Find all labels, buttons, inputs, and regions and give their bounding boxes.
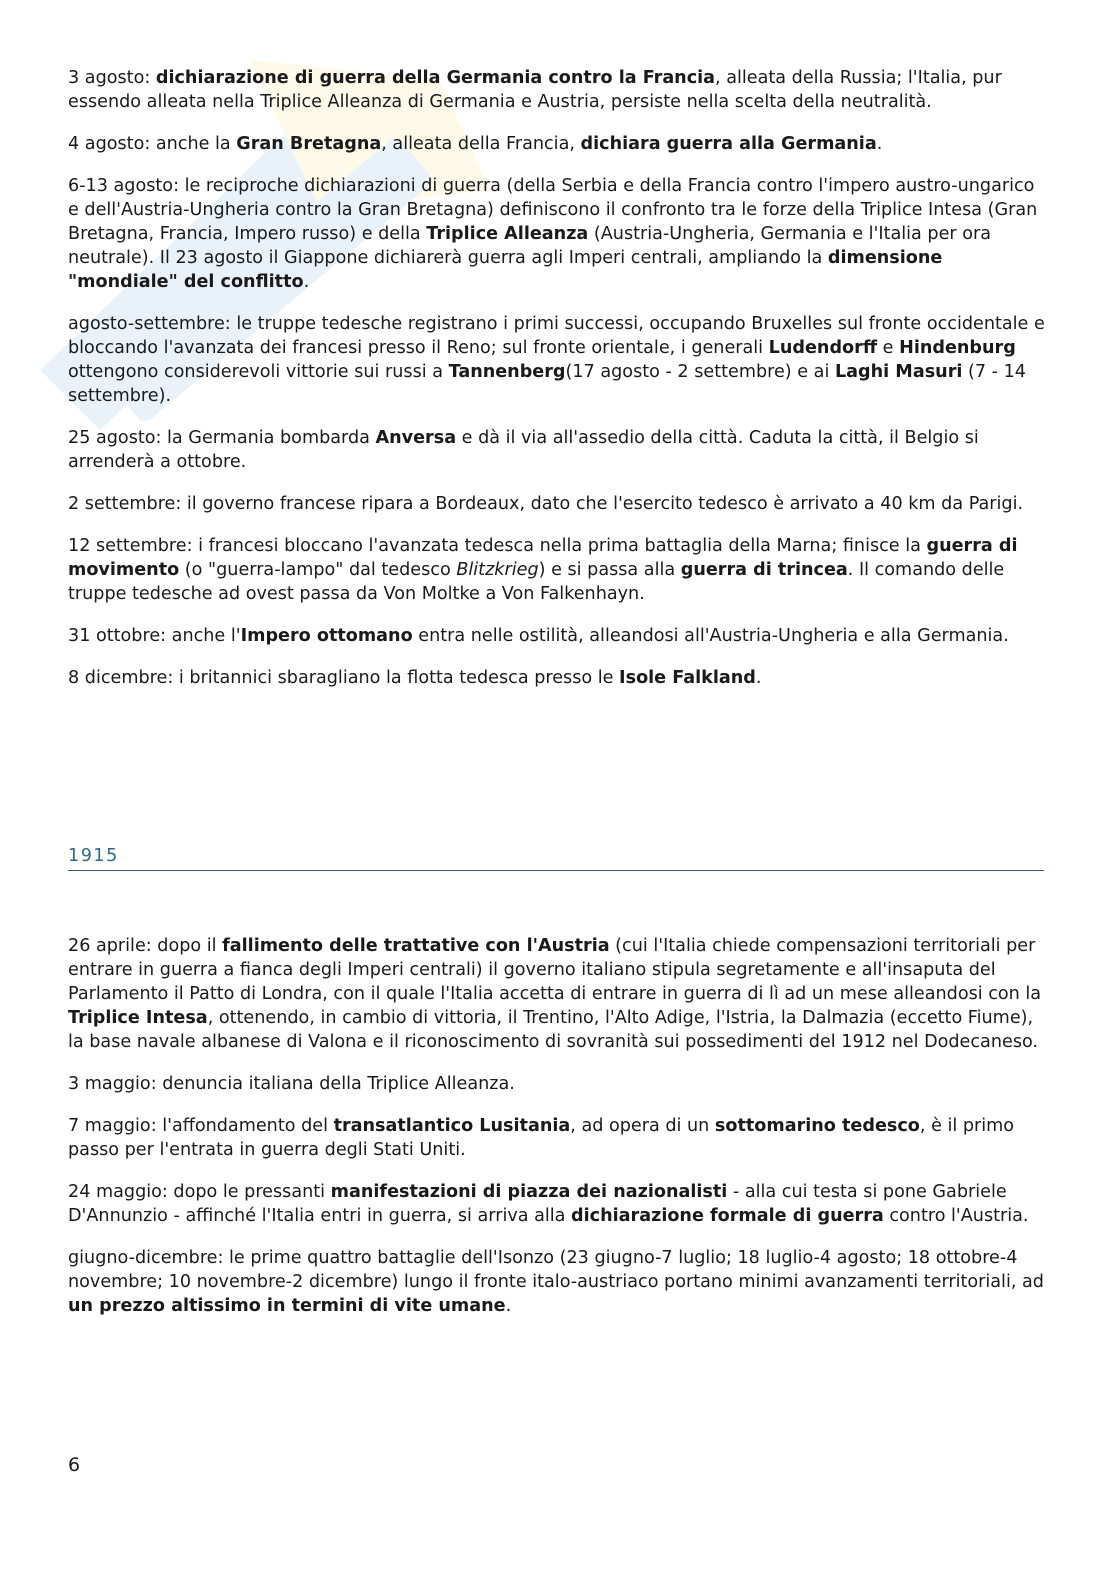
bold-text: dimensione "mondiale" del conflitto	[68, 248, 943, 292]
text-run: 31 ottobre: anche l'	[68, 626, 241, 646]
paragraph-24-maggio	[68, 1180, 1048, 1228]
text-run: 7 maggio: l'affondamento del	[68, 1116, 334, 1136]
text-run: 25 agosto: la Germania bombarda	[68, 428, 376, 448]
bold-text: guerra di trincea	[680, 560, 848, 580]
bold-text: Tannenberg	[448, 362, 566, 382]
text-run: 4 agosto: anche la	[68, 134, 237, 154]
bold-text: guerra di movimento	[68, 536, 1018, 580]
text-run: e dà il via all'assedio della città. Caduta la città, il Belgio si arrenderà a ottobre.	[68, 428, 979, 472]
bold-text: transatlantico Lusitania	[333, 1116, 571, 1136]
text-run: - alla cui testa si pone Gabriele D'Annunzio - affinché l'Italia entri in guerra, si arriva alla	[68, 1182, 1007, 1226]
bold-text: Laghi Masuri	[834, 362, 963, 382]
text-run: 8 dicembre: i britannici sbaragliano la flotta tedesca presso le	[68, 668, 620, 688]
bold-text: Impero ottomano	[240, 626, 413, 646]
bold-text: Anversa	[375, 428, 457, 448]
bold-text: dichiarazione formale di guerra	[571, 1206, 884, 1226]
bold-text: sottomarino tedesco	[714, 1116, 920, 1136]
text-run: (17 agosto - 2 settembre) e ai	[565, 362, 835, 382]
bold-text: Triplice Alleanza	[426, 224, 589, 244]
text-run: .	[303, 272, 310, 292]
page-number: 6	[68, 1454, 81, 1476]
text-run: (o "guerra-lampo" dal tedesco	[179, 560, 457, 580]
year-heading-1915: 1915	[68, 846, 1044, 871]
paragraph-giugno-dicembre	[68, 1246, 1048, 1318]
bold-text: un prezzo altissimo in termini di vite umane	[68, 1296, 506, 1316]
text-run: 12 settembre: i francesi bloccano l'avanzata tedesca nella prima battaglia della Marna; finisce la	[68, 536, 927, 556]
paragraph-12-settembre	[68, 534, 1048, 606]
text-run: 3 maggio: denuncia italiana della Triplice Alleanza.	[68, 1074, 515, 1094]
paragraph-3-maggio	[68, 1072, 1048, 1096]
paragraph-25-agosto	[68, 426, 1048, 474]
section-1915	[68, 934, 1048, 1336]
text-run: (cui l'Italia chiede compensazioni territoriali per entrare in guerra a fianca degli Imperi centrali) il governo italiano stipula segretamente e all'insaputa del Parlamento il Patto di Londra, con il quale l'Italia accetta di entrare in guerra di lì ad un mese alleandosi con la	[68, 936, 1042, 1004]
text-run: 3 agosto:	[68, 68, 156, 88]
bold-text: dichiara guerra alla Germania	[580, 134, 877, 154]
paragraph-agosto-settembre	[68, 312, 1048, 408]
paragraph-4-agosto	[68, 132, 1048, 156]
text-run: 2 settembre: il governo francese ripara a Bordeaux, dato che l'esercito tedesco è arrivato a 40 km da Parigi.	[68, 494, 1024, 514]
text-run: , alleata della Francia,	[381, 134, 581, 154]
paragraph-7-maggio	[68, 1114, 1048, 1162]
paragraph-31-ottobre	[68, 624, 1048, 648]
bold-text: Triplice Intesa	[68, 1008, 208, 1028]
paragraph-2-settembre	[68, 492, 1048, 516]
bold-text: manifestazioni di piazza dei nazionalisti	[330, 1182, 728, 1202]
text-run: contro l'Austria.	[883, 1206, 1029, 1226]
text-run: .	[505, 1296, 512, 1316]
bold-text: Hindenburg	[899, 338, 1016, 358]
text-run: , alleata della Russia; l'Italia, pur essendo alleata nella Triplice Alleanza di Germania e Austria, persiste nella scelta della neutralità.	[68, 68, 1002, 112]
text-run: (Austria-Ungheria, Germania e l'Italia per ora neutrale). Il 23 agosto il Giappone dichiarerà guerra agli Imperi centrali, ampliando la	[68, 224, 992, 268]
text-run: .	[755, 668, 762, 688]
text-run: entra nelle ostilità, alleandosi all'Austria-Ungheria e alla Germania.	[412, 626, 1009, 646]
paragraph-8-dicembre	[68, 666, 1048, 690]
section-1914	[68, 66, 1048, 708]
bold-text: Isole Falkland	[619, 668, 756, 688]
text-run: , è il primo passo per l'entrata in guerra degli Stati Uniti.	[68, 1116, 1015, 1160]
paragraph-26-aprile	[68, 934, 1048, 1054]
bold-text: Gran Bretagna	[236, 134, 382, 154]
text-run: , ad opera di un	[570, 1116, 715, 1136]
paragraph-3-agosto	[68, 66, 1048, 114]
paragraph-6-13-agosto	[68, 174, 1048, 294]
bold-text: fallimento delle trattative con l'Austria	[222, 936, 610, 956]
text-run: 26 aprile: dopo il	[68, 936, 223, 956]
text-run: 6-13 agosto: le reciproche dichiarazioni di guerra (della Serbia e della Francia contro l'impero austro-ungarico e dell'Austria-Ungheria contro la Gran Bretagna) definiscono il confronto tra le forze della Triplice Intesa (Gran Bretagna, Francia, Impero russo) e della	[68, 176, 1038, 244]
text-run: e	[877, 338, 900, 358]
text-run: agosto-settembre: le truppe tedesche registrano i primi successi, occupando Bruxelles sul fronte occidentale e bloccando l'avanzata dei francesi presso il Reno; sul fronte orientale, i generali	[68, 314, 1045, 358]
bold-text: Ludendorff	[768, 338, 878, 358]
text-run: 24 maggio: dopo le pressanti	[68, 1182, 331, 1202]
bold-text: dichiarazione di guerra della Germania contro la Francia	[155, 68, 716, 88]
text-run: (7 - 14 settembre).	[68, 362, 1026, 406]
text-run: ottengono considerevoli vittorie sui russi a	[68, 362, 449, 382]
text-run: .	[876, 134, 883, 154]
text-run: . Il comando delle truppe tedesche ad ovest passa da Von Moltke a Von Falkenhayn.	[68, 560, 1005, 604]
italic-text: Blitzkrieg	[456, 560, 539, 580]
text-run: giugno-dicembre: le prime quattro battaglie dell'Isonzo (23 giugno-7 luglio; 18 luglio-4 agosto; 18 ottobre-4 novembre; 10 novembre-2 dicembre) lungo il fronte italo-austriaco portano minimi avanzamenti territoriali, ad	[68, 1248, 1044, 1292]
text-run: , ottenendo, in cambio di vittoria, il Trentino, l'Alto Adige, l'Istria, la Dalmazia (eccetto Fiume), la base navale albanese di Valona e il riconoscimento di sovranità sui possedimenti del 1912 nel Dodecaneso.	[68, 1008, 1039, 1052]
text-run: ) e si passa alla	[538, 560, 681, 580]
